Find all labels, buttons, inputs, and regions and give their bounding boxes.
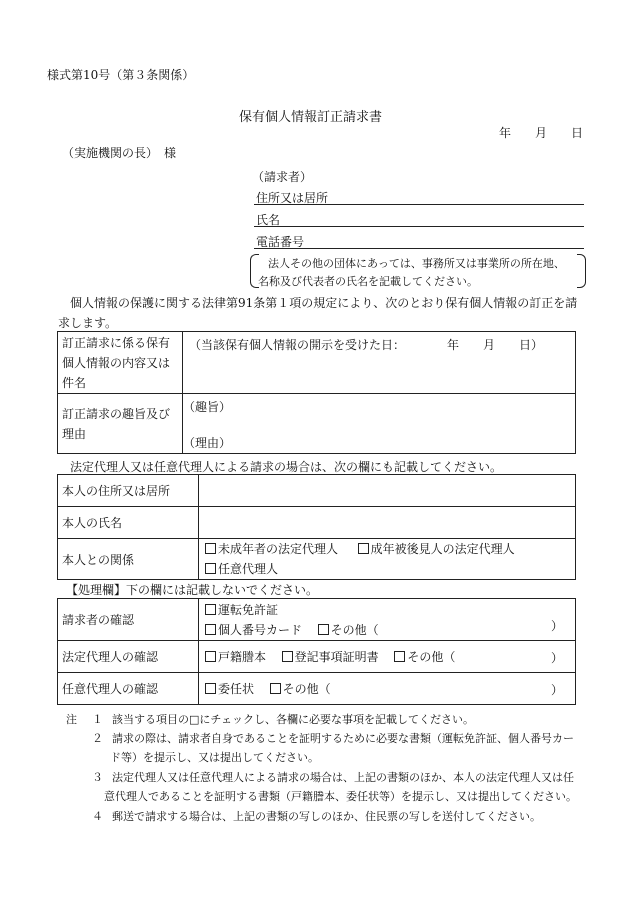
disclosure-day-label: 日） <box>519 338 544 352</box>
content-label-line3: 件名 <box>62 375 87 390</box>
note-1-text: 該当する項目の□にチェックし、各欄に必要な事項を記載してください。 <box>112 713 475 726</box>
close-paren-2: ） <box>550 651 563 665</box>
requester-phone-label: 電話番号 <box>256 235 305 249</box>
requester-address-label: 住所又は居所 <box>256 191 329 205</box>
requester-name-field[interactable] <box>254 226 584 227</box>
requester-heading: （請求者） <box>252 170 313 184</box>
checkbox-icon[interactable] <box>318 624 329 635</box>
relation-adult-guardian-label: 成年被後見人の法定代理人 <box>370 542 515 556</box>
date-year-label: 年 <box>499 126 512 140</box>
intro-line2: 求します。 <box>58 316 118 330</box>
disclosure-month-label: 月 <box>483 338 496 352</box>
relation-options <box>199 539 576 580</box>
mynumber-label: 個人番号カード <box>218 622 303 637</box>
requester-phone-field[interactable] <box>254 248 584 249</box>
note-3-number: ３ <box>92 771 103 784</box>
requester-check-options <box>199 599 576 641</box>
requester-check-label: 請求者の確認 <box>58 599 199 641</box>
relation-label: 本人との関係 <box>58 539 199 580</box>
corp-note-line2: 名称及び代表者の氏名を記載してください。 <box>258 275 478 288</box>
content-value[interactable] <box>183 332 576 394</box>
relation-voluntary-label: 任意代理人 <box>218 562 279 576</box>
checkbox-icon[interactable] <box>205 543 216 554</box>
checkbox-icon[interactable] <box>205 651 216 662</box>
checkbox-icon[interactable] <box>394 651 405 662</box>
other-label-2: その他（ <box>407 650 456 664</box>
note-4-number: ４ <box>92 810 103 823</box>
other-label-3: その他（ <box>282 682 331 696</box>
other-label-1: その他（ <box>330 622 379 637</box>
checkbox-icon[interactable] <box>270 683 281 694</box>
registry-cert-option[interactable] <box>282 650 379 664</box>
principal-address-label: 本人の住所又は居所 <box>58 475 199 507</box>
content-label-line1: 訂正請求に係る保有 <box>62 335 171 350</box>
page-title: 保有個人情報訂正請求書 <box>239 110 383 125</box>
checkbox-icon[interactable] <box>205 563 216 574</box>
purpose-label <box>58 394 183 454</box>
addressee: （実施機関の長） 様 <box>62 146 177 160</box>
relation-minor-option[interactable] <box>205 542 338 556</box>
power-of-attorney-option[interactable] <box>205 682 254 696</box>
disclosure-year-label: 年 <box>447 338 460 352</box>
note-2-line1: 請求の際は、請求者自身であることを証明するために必要な書類（運転免許証、個人番号カー <box>112 732 574 745</box>
family-register-label: 戸籍謄本 <box>218 650 267 664</box>
note-3-line1: 法定代理人又は任意代理人による請求の場合は、上記の書類のほか、本人の法定代理人又は任 <box>112 771 574 784</box>
license-option[interactable] <box>205 600 571 620</box>
content-label <box>58 332 183 394</box>
relation-adult-guardian-option[interactable] <box>358 542 515 556</box>
purpose-label-line1: 訂正請求の趣旨及び <box>62 406 171 421</box>
note-4-text: 郵送で請求する場合は、上記の書類の写しのほか、住民票の写しを送付してください。 <box>112 810 541 823</box>
purpose-sublabel: （趣旨） <box>183 400 232 414</box>
processing-table <box>57 598 576 705</box>
requester-name-label: 氏名 <box>256 213 281 227</box>
note-3-line2: 意代理人であることを証明する書類（戸籍謄本、委任状等）を提示し、又は提出してください。 <box>104 790 577 803</box>
legal-agent-check-options <box>199 641 576 673</box>
agent-note: 法定代理人又は任意代理人による請求の場合は、次の欄にも記載してください。 <box>70 460 503 474</box>
purpose-label-line2: 理由 <box>62 426 87 441</box>
note-1-number: １ <box>92 713 103 726</box>
other-option-3[interactable] <box>270 682 331 696</box>
other-option-1[interactable] <box>318 623 379 637</box>
license-label: 運転免許証 <box>218 602 279 617</box>
checkbox-icon[interactable] <box>282 651 293 662</box>
principal-address-field[interactable] <box>199 475 576 507</box>
note-2-line2: ド等）を提示し、又は提出してください。 <box>110 751 319 764</box>
family-register-option[interactable] <box>205 650 266 664</box>
corp-note <box>250 252 586 288</box>
close-paren-3: ） <box>550 683 563 697</box>
mynumber-option[interactable] <box>205 623 302 637</box>
date-day-label: 日 <box>571 126 584 140</box>
checkbox-icon[interactable] <box>205 604 216 615</box>
relation-minor-label: 未成年者の法定代理人 <box>218 542 339 556</box>
disclosure-date-label: （当該保有個人情報の開示を受けた日： <box>189 338 406 352</box>
other-option-2[interactable] <box>394 650 455 664</box>
processing-heading: 【処理欄】下の欄には記載しないでください。 <box>66 583 319 597</box>
principal-name-label: 本人の氏名 <box>58 507 199 539</box>
legal-agent-check-label: 法定代理人の確認 <box>58 641 199 673</box>
intro-line1: 個人情報の保護に関する法律第91条第１項の規定により、次のとおり保有個人情報の訂正を請 <box>70 296 578 310</box>
close-paren-1: ） <box>550 619 563 633</box>
relation-voluntary-option[interactable] <box>205 559 571 579</box>
request-table <box>57 331 576 454</box>
voluntary-agent-check-options <box>199 673 576 705</box>
note-2-number: ２ <box>92 732 103 745</box>
form-number: 様式第10号（第３条関係） <box>47 68 195 82</box>
agent-table <box>57 474 576 580</box>
requester-address-field[interactable] <box>254 204 584 205</box>
content-label-line2: 個人情報の内容又は <box>62 355 171 370</box>
principal-name-field[interactable] <box>199 507 576 539</box>
purpose-value[interactable] <box>183 394 576 454</box>
power-of-attorney-label: 委任状 <box>218 682 255 696</box>
corp-note-line1: 法人その他の団体にあっては、事務所又は事業所の所在地、 <box>268 257 565 270</box>
notes-prefix: 注 <box>66 713 77 726</box>
registry-cert-label: 登記事項証明書 <box>294 650 379 664</box>
checkbox-icon[interactable] <box>205 624 216 635</box>
checkbox-icon[interactable] <box>358 543 369 554</box>
reason-sublabel: （理由） <box>183 436 232 450</box>
checkbox-icon[interactable] <box>205 683 216 694</box>
voluntary-agent-check-label: 任意代理人の確認 <box>58 673 199 705</box>
date-month-label: 月 <box>535 126 548 140</box>
